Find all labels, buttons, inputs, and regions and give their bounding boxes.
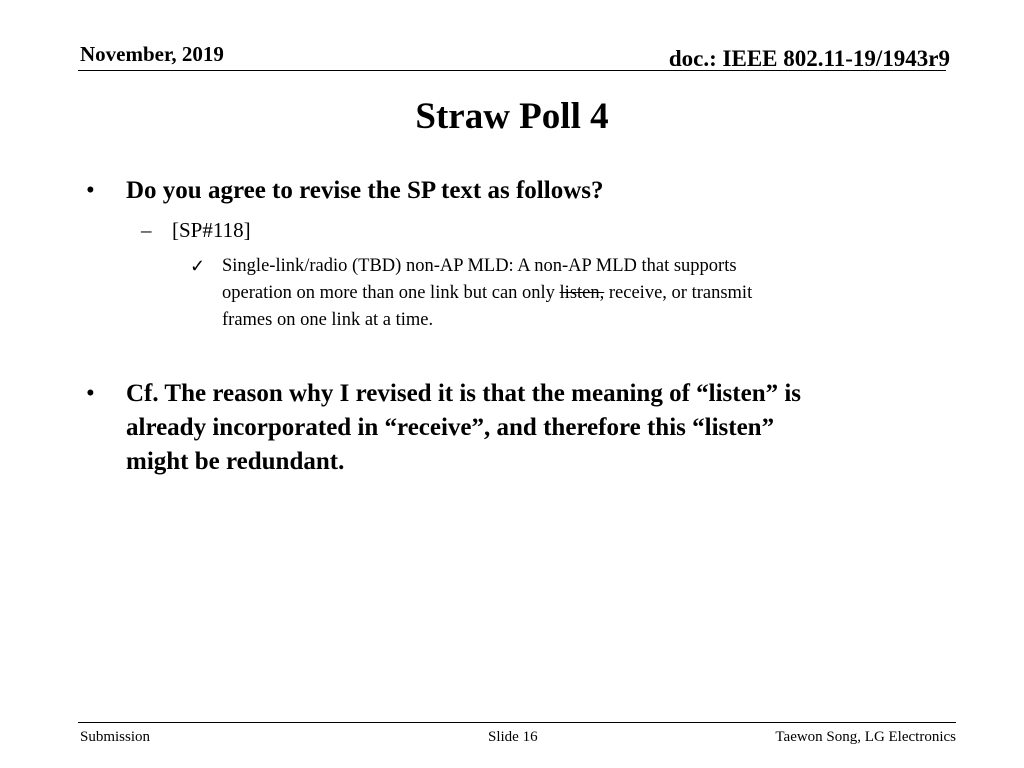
header-divider — [78, 70, 946, 71]
footer-slide-number: Slide 16 — [488, 729, 538, 745]
header-doc-id: doc.: IEEE 802.11-19/1943r9 — [668, 46, 950, 71]
footer-author: Taewon Song, LG Electronics — [775, 729, 956, 745]
sp-definition-line-2-before: operation on more than one link but can only — [222, 283, 560, 303]
sp-definition-line-2 — [222, 280, 922, 307]
rationale-line-3: might be redundant. — [126, 448, 345, 475]
footer-divider — [78, 722, 956, 723]
bullet-rationale — [126, 377, 926, 479]
sp-definition-line-2-after: receive, or transmit — [604, 283, 753, 303]
struck-word-listen: listen, — [559, 283, 605, 303]
checkmark-icon: ✓ — [190, 256, 206, 276]
sub-bullet-marker: – — [141, 218, 152, 242]
footer-submission: Submission — [80, 729, 151, 745]
header-date: November, 2019 — [80, 42, 224, 66]
sp-definition-text — [222, 253, 922, 334]
rationale-line-2: already incorporated in “receive”, and therefore this “listen” — [126, 414, 775, 441]
bullet-marker: • — [86, 380, 95, 407]
sp-definition-line-3: frames on one link at a time. — [222, 310, 434, 330]
rationale-line-1: Cf. The reason why I revised it is that the meaning of “listen” is — [126, 380, 802, 407]
sp-definition-line-1: Single-link/radio (TBD) non-AP MLD: A non-AP MLD that supports — [222, 256, 737, 276]
bullet-question: Do you agree to revise the SP text as follows? — [126, 177, 604, 204]
slide-title: Straw Poll 4 — [415, 96, 609, 137]
bullet-marker: • — [86, 177, 95, 204]
sub-bullet-sp-number: [SP#118] — [172, 218, 251, 242]
